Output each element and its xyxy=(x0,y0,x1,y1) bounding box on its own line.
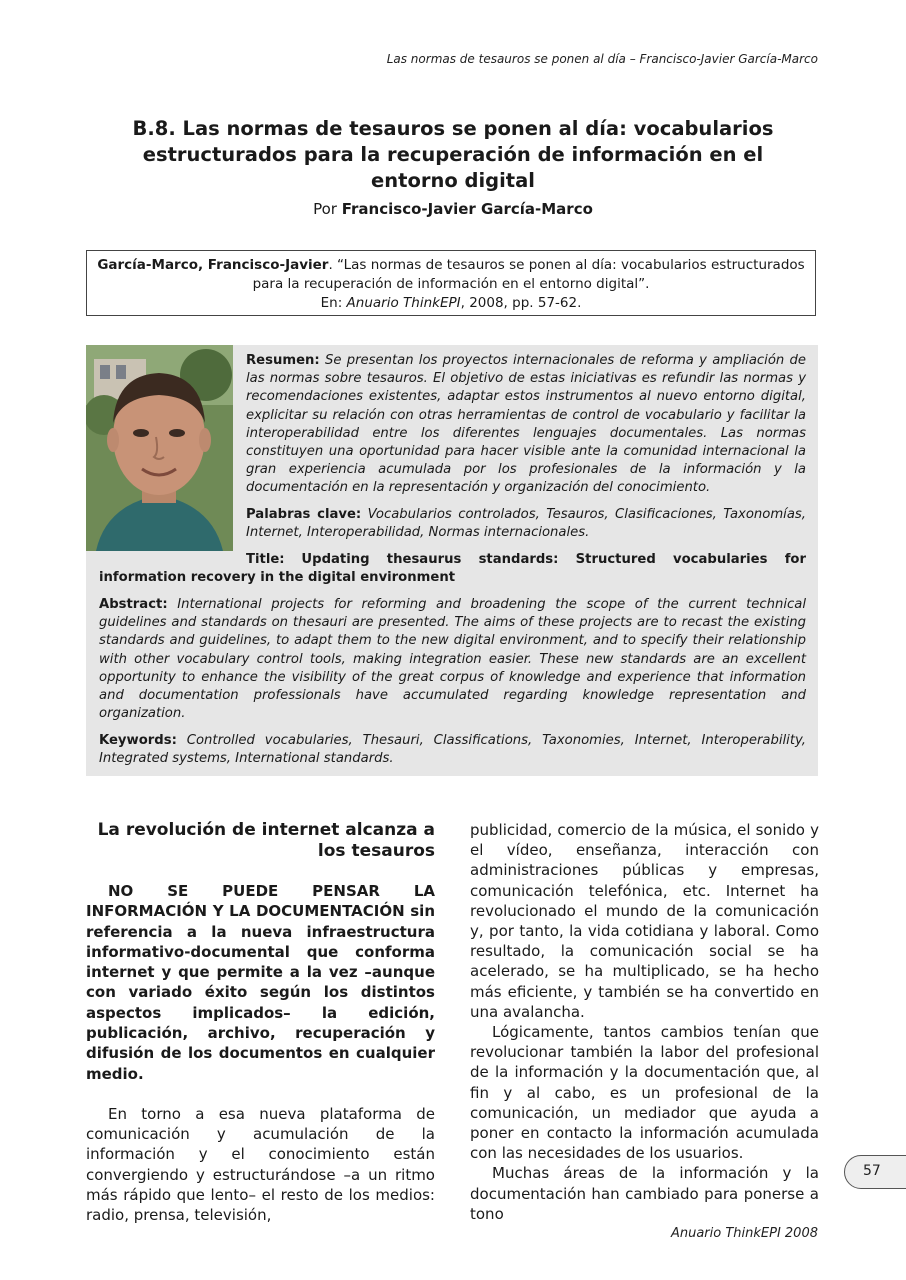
keywords-label: Keywords: xyxy=(99,733,177,748)
citation-work: . “Las normas de tesauros se ponen al día: vocabularios estructurados para la recuperación de información en el entorno digital”. xyxy=(252,257,805,292)
keywords-text: Controlled vocabularies, Thesauri, Classifications, Taxonomies, Internet, Interoperability, Integrated systems, International standards. xyxy=(99,733,806,767)
lead-paragraph: NO SE PUEDE PENSAR LA INFORMACIÓN Y LA DOCUMENTACIÓN sin referencia a la nueva infraestructura informativo-documental que conforma internet y que permite a la vez –aunque con variado éxito según los distintos aspectos implicados– la edición, publicación, archivo, recuperación y difusión de los documentos en cualquier medio. xyxy=(86,882,435,1083)
page-number-tab xyxy=(844,1155,906,1189)
resumen-paragraph xyxy=(246,352,806,498)
section-heading: La revolución de internet alcanza a los tesauros xyxy=(97,820,435,861)
keywords-paragraph xyxy=(99,732,806,768)
byline-prefix: Por xyxy=(313,200,337,218)
abstract-text: International projects for reforming and broadening the scope of the current technical guidelines and standards on thesauri are presented. The aims of these projects are to recast the existing standards and guidelines, to adapt them to the new digital environment, and to specify their relationship with other vocabulary control tools, making integration easier. These new standards are an excellent opportunity to enhance the visibility of the great corpus of knowledge and experience that information and documentation professionals have accumulated regarding knowledge representation and organization. xyxy=(99,597,806,722)
body-paragraph-3: Muchas áreas de la información y la documentación han cambiado para ponerse a tono xyxy=(470,1164,819,1223)
palabras-clave-label: Palabras clave: xyxy=(246,507,362,522)
citation-box xyxy=(86,250,816,316)
footer-journal: Anuario ThinkEPI 2008 xyxy=(670,1226,818,1241)
running-head: Las normas de tesauros se ponen al día – Francisco-Javier García-Marco xyxy=(386,52,818,66)
citation-source-prefix: En: xyxy=(320,295,343,311)
english-title-label: Title: xyxy=(246,552,285,567)
citation-source-rest: , 2008, pp. 57-62. xyxy=(460,295,582,311)
resumen-label: Resumen: xyxy=(246,353,320,368)
body-column-right xyxy=(470,820,819,1224)
page-number: 57 xyxy=(863,1163,881,1179)
abstract-box xyxy=(86,345,818,776)
abstract-paragraph xyxy=(99,596,806,723)
article-title: B.8. Las normas de tesauros se ponen al día: vocabularios estructurados para la recuperación de información en el entorno digital xyxy=(132,117,774,192)
english-title-text: Updating thesaurus standards: Structured vocabularies for information recovery in the digital environment xyxy=(99,552,806,586)
resumen-text: Se presentan los proyectos internacionales de reforma y ampliación de las normas sobre tesauros. El objetivo de estas iniciativas es refundir las normas y recomendaciones existentes, adaptar estos instrumentos al nuevo entorno digital, explicitar su relación con otras herramientas de control de vocabulario y facilitar la interoperabilidad entre los diferentes lenguajes documentales. Las normas constituyen una oportunidad para hacer visible ante la comunidad internacional la gran experiencia acumulada por los profesionales de la información y la documentación en la representación y organización del conocimiento. xyxy=(246,353,806,496)
body-column-left xyxy=(86,820,435,1225)
body-paragraph-1: En torno a esa nueva plataforma de comunicación y acumulación de la información y el conocimiento están convergiendo y estructurándose –a un ritmo más rápido que lento– el resto de los medios: radio, prensa, televisión, xyxy=(86,1104,435,1224)
palabras-clave-text: Vocabularios controlados, Tesauros, Clasificaciones, Taxonomías, Internet, Interoperabilidad, Normas internacionales. xyxy=(246,507,806,541)
palabras-clave-paragraph xyxy=(246,506,806,542)
byline xyxy=(100,200,806,218)
body-paragraph-1-continued: publicidad, comercio de la música, el sonido y el vídeo, enseñanza, interacción con administraciones públicas y empresas, comunicación telefónica, etc. Internet ha revolucionado el mundo de la comunicación y, por tanto, la vida cotidiana y laboral. Como resultado, la comunicación social se ha acelerado, se ha multiplicado, se ha hecho más eficiente, y también se ha convertido en una avalancha. xyxy=(470,821,819,1021)
english-title-paragraph xyxy=(99,551,806,587)
author-photo xyxy=(86,345,233,551)
citation-author: García-Marco, Francisco-Javier xyxy=(97,257,329,273)
byline-author: Francisco-Javier García-Marco xyxy=(341,200,593,218)
citation-source-title: Anuario ThinkEPI xyxy=(346,295,461,311)
body-paragraph-2: Lógicamente, tantos cambios tenían que revolucionar también la labor del profesional de la información y la documentación que, al fin y al cabo, es un profesional de la comunicación, un mediador que ayuda a poner en contacto la información acumulada con las necesidades de los usuarios. xyxy=(470,1023,819,1163)
abstract-label: Abstract: xyxy=(99,597,168,612)
title-block xyxy=(100,116,806,218)
